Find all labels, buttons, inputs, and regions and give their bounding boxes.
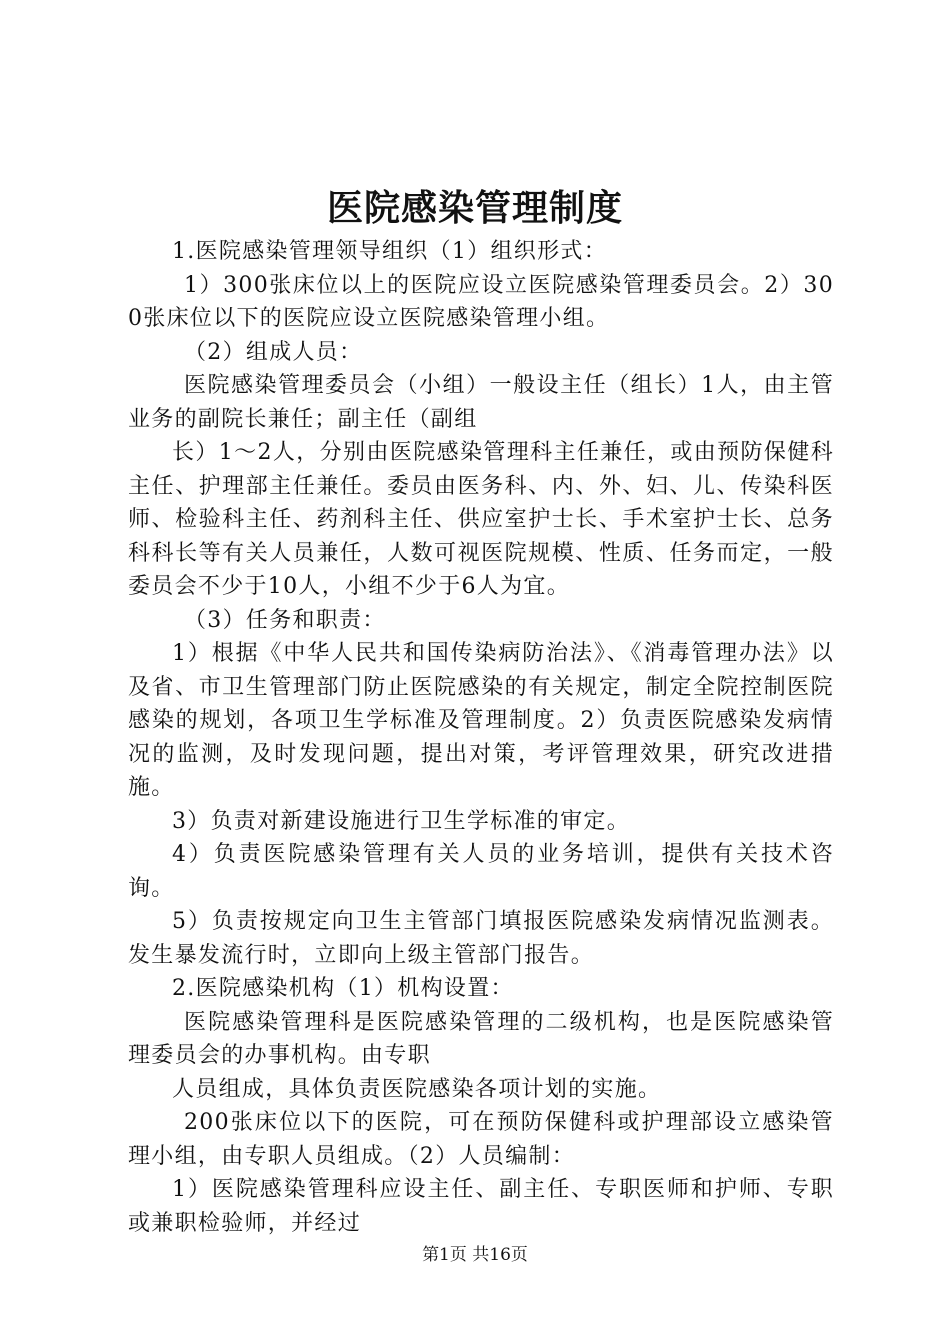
paragraph: 3）负责对新建设施进行卫生学标准的审定。 (172, 808, 630, 834)
paragraph: 5）负责按规定向卫生主管部门填报医院感染发病情况监测表。发生暴发流行时，立即向上级主管部门报告。 (128, 909, 834, 968)
paragraph: 医院感染管理委员会（小组）一般设主任（组长）1人，由主管业务的副院长兼任；副主任（副组 (128, 373, 834, 432)
document-body (128, 235, 834, 1240)
paragraph: 1）根据《中华人民共和国传染病防治法》、《消毒管理办法》以及省、市卫生管理部门防止医院感染的有关规定，制定全院控制医院感染的规划，各项卫生学标准及管理制度。2）负责医院感染发病情况的监测，及时发现问题，提出对策，考评管理效果，研究改进措施。 (128, 641, 834, 800)
paragraph: 2.医院感染机构（1）机构设置： (172, 976, 514, 1001)
paragraph: 200张床位以下的医院，可在预防保健科或护理部设立感染管理小组，由专职人员组成。（2）人员编制： (128, 1110, 834, 1169)
paragraph: （2）组成人员： (184, 339, 363, 365)
paragraph: 4）负责医院感染管理有关人员的业务培训，提供有关技术咨询。 (128, 842, 834, 901)
paragraph: 1.医院感染管理领导组织（1）组织形式： (172, 239, 607, 264)
paragraph: 人员组成，具体负责医院感染各项计划的实施。 (172, 1076, 662, 1102)
paragraph: （3）任务和职责： (184, 607, 386, 633)
paragraph: 1）医院感染管理科应设主任、副主任、专职医师和护师、专职或兼职检验师，并经过 (128, 1177, 834, 1236)
page-footer: 第1页 共16页 (422, 1245, 528, 1265)
paragraph: 1）300张床位以上的医院应设立医院感染管理委员会。2）300张床位以下的医院应设立医院感染管理小组。 (128, 272, 834, 331)
paragraph: 医院感染管理科是医院感染管理的二级机构，也是医院感染管理委员会的办事机构。由专职 (128, 1009, 834, 1068)
paragraph: 长）1～2人，分别由医院感染管理科主任兼任，或由预防保健科主任、护理部主任兼任。委员由医务科、内、外、妇、儿、传染科医师、检验科主任、药剂科主任、供应室护士长、手术室护士长、总务科科长等有关人员兼任，人数可视医院规模、性质、任务而定，一般委员会不少于10人，小组不少于6人为宜。 (128, 440, 834, 599)
page-title: 医院感染管理制度 (326, 187, 623, 229)
